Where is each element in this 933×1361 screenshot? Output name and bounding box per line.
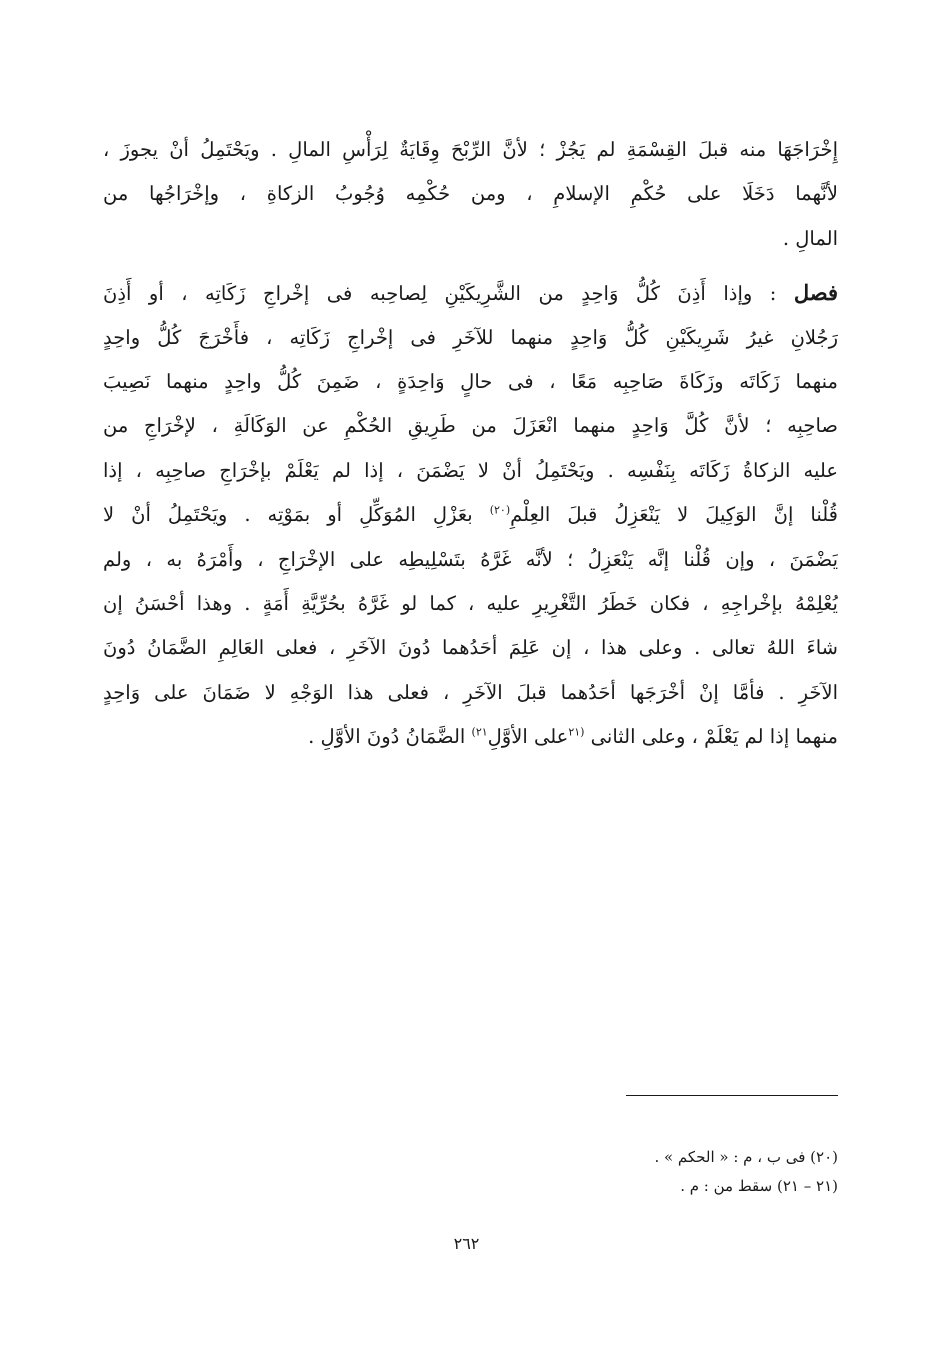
text-line: رَجُلانِ غيرُ شَرِيكَيْنِ كُلُّ وَاحِدٍ منهما للآخَرِ فى إخْراجِ زَكَاتِه ، فأَخْرَجَ كُلُّ واحِدٍ [103, 325, 838, 349]
text-line: إِخْرَاجَهَا منه قبلَ القِسْمَةِ لم يَجُزْ ؛ لأنَّ الرِّبْحَ وِقَايَةٌ لِرَأْسِ المالِ . ويَحْتَمِلُ أنْ يجوزَ ، [103, 138, 838, 161]
text-line: شاءَ اللهُ تعالى . وعلى هذا ، إن عَلِمَ أحَدُهما دُونَ الآخَرِ ، فعلى العَالِمِ الضَّمَانُ دُونَ [103, 636, 838, 660]
text-run: الضَّمَانُ دُونَ الأوَّلِ . [308, 725, 466, 749]
text-line [103, 271, 838, 315]
footnotes [103, 1143, 838, 1201]
text-line: عليه الزكاةُ زَكَاتَه بِنَفْسِه . ويَحْتَمِلُ أنْ لا يَضْمَنَ ، إذا لم يَعْلَمْ بإخْرَاجِ صاحِبِه ، إذا [103, 458, 838, 482]
text-line: لأنَّهما دَخَلَا على حُكْمِ الإسلامِ ، ومن حُكْمِه وُجُوبُ الزكاةِ ، وإخْرَاجُها من [103, 182, 838, 206]
text-line [103, 493, 838, 537]
text-run: : وإذا أَذِنَ كُلُّ وَاحِدٍ من الشَّرِيكَيْنِ لِصاحِبه فى إخْراجِ زَكَاتِه ، أو أَذِنَ [103, 282, 777, 306]
text-line: الآخَرِ . فأمَّا إنْ أخْرَجَها أحَدُهما قبلَ الآخَرِ ، فعلى هذا الوَجْهِ لا ضَمَانَ على وَاحِدٍ [103, 680, 838, 704]
text-run: قُلْنا إنَّ الوَكِيلَ لا يَنْعَزِلُ قبلَ العِلْمِ [510, 503, 838, 527]
footnote-reference: (٢١ [568, 725, 585, 739]
text-run: منهما إذا لم يَعْلَمْ ، وعلى الثانى [590, 725, 838, 749]
main-text [103, 128, 838, 759]
text-line: صاحِبِه ؛ لأنَّ كُلَّ وَاحِدٍ منهما انْعَزَلَ من طَرِيقِ الحُكْمِ عن الوَكَالَةِ ، لإخْرَاجِ من [103, 414, 838, 438]
footnote-separator [626, 1095, 838, 1096]
section-heading: فصل [793, 280, 838, 306]
paragraph-gap [103, 261, 838, 271]
text-line: يَضْمَنَ ، وإن قُلْنا إنَّه يَنْعَزِلُ ؛ لأنَّه غَرَّهُ بتَسْلِيطِه على الإخْرَاجِ ، وأَمْرَهُ به ، ولم [103, 547, 838, 571]
text-line: يُعْلِمْهُ بإخْراجِهِ ، فكان خَطَرُ التَّغْرِيرِ عليه ، كما لو غَرَّهُ بحُرِّيَّةِ أَمَةٍ . وهذا أحْسَنُ إن [103, 591, 838, 615]
footnote-reference: ٢١) [471, 725, 488, 739]
footnote: (٢٠) فى ب ، م : « الحكم » . [654, 1148, 838, 1166]
page-number: ٢٦٢ [453, 1234, 480, 1253]
footnote: (٢١ – ٢١) سقط من : م . [680, 1177, 838, 1195]
text-run: على الأوَّلِ [487, 725, 569, 749]
text-run: بعَزْلِ المُوَكِّلِ أو بمَوْتِه . ويَحْتَمِلُ أنْ لا [103, 503, 473, 527]
text-line: منهما زَكَاتَه وزَكَاةَ صَاحِبِه مَعًا ، فى حالٍ وَاحِدَةٍ ، ضَمِنَ كُلُّ واحِدٍ منهما نَصِيبَ [103, 369, 838, 393]
text-line: المالِ . [782, 226, 838, 250]
text-line [103, 715, 838, 759]
footnote-reference: (٢٠) [489, 503, 511, 517]
